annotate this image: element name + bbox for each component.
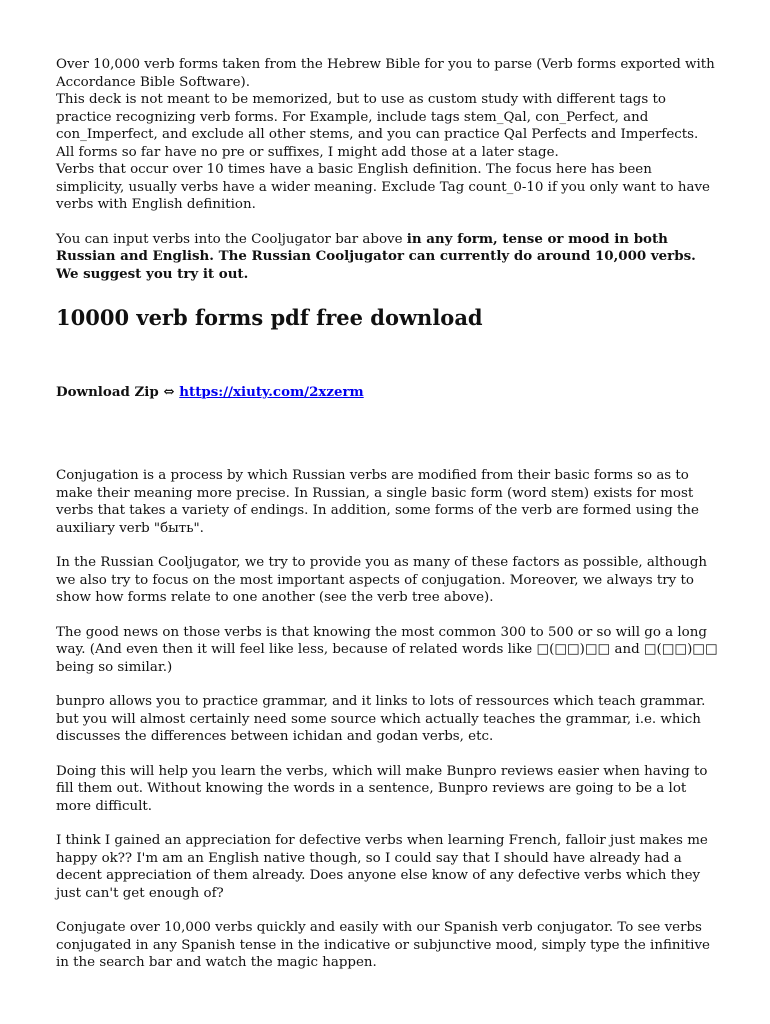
intro-paragraph-1: Over 10,000 verb forms taken from the Hebrew Bible for you to parse (Verb forms exported with Accordance Bible Software). bbox=[56, 57, 715, 90]
body-paragraph-4: bunpro allows you to practice grammar, and it links to lots of ressources which teach grammar. but you will almost certainly need some source which actually teaches the grammar, i.e. which discusses the differences between ichidan and godan verbs, etc. bbox=[56, 694, 706, 744]
intro-paragraph-4-bold: in any form, tense or mood in both Russian and English. The Russian Cooljugator can currently do around 10,000 verbs. We suggest you try it out. bbox=[56, 230, 696, 282]
body-paragraph-7: Conjugate over 10,000 verbs quickly and easily with our Spanish verb conjugator. To see verbs conjugated in any Spanish tense in the indicative or subjunctive mood, simply type the infinitive in the search bar and watch the magic happen. bbox=[56, 920, 710, 970]
body-paragraph-2: In the Russian Cooljugator, we try to provide you as many of these factors as possible, although we also try to focus on the most important aspects of conjugation. Moreover, we always try to show how forms relate to one another (see the verb tree above). bbox=[56, 555, 708, 605]
intro-paragraph-4 bbox=[56, 231, 718, 284]
body-paragraph-3: The good news on those verbs is that knowing the most common 300 to 500 or so will go a long way. (And even then it will feel like less, because of related words like □(□□)□□ and □(□□)□□ being so similar.) bbox=[56, 624, 718, 675]
body-paragraph-5: Doing this will help you learn the verbs, which will make Bunpro reviews easier when having to fill them out. Without knowing the words in a sentence, Bunpro reviews are going to be a lot more difficult. bbox=[56, 763, 708, 814]
download-line bbox=[56, 383, 718, 402]
document-page bbox=[56, 56, 718, 972]
body-paragraph-1: Conjugation is a process by which Russian verbs are modified from their basic forms so as to make their meaning more precise. In Russian, a single basic form (word stem) exists for most verbs that takes a variety of endings. In addition, some forms of the verb are formed using the auxiliary verb "быть". bbox=[56, 468, 699, 536]
body-paragraph-6: I think I gained an appreciation for defective verbs when learning French, falloir just makes me happy ok?? I'm am an English native though, so I could say that I should have already had a decent appreciation of them already. Does anyone else know of any defective verbs which they just can't get enough of? bbox=[56, 833, 708, 901]
intro-paragraph-4-text: You can input verbs into the Cooljugator bar above bbox=[56, 231, 407, 247]
intro-paragraph-2: This deck is not meant to be memorized, but to use as custom study with different tags to practice recognizing verb forms. For Example, include tags stem_Qal, con_Perfect, and con_Imperfect, and exclude all other stems, and you can practice Qal Perfects and Imperfects. All forms so far have no pre or suffixes, I might add those at a later stage. bbox=[56, 92, 699, 160]
intro-paragraph-3: Verbs that occur over 10 times have a basic English definition. The focus here has been simplicity, usually verbs have a wider meaning. Exclude Tag count_0-10 if you only want to have verbs with English definition. bbox=[56, 162, 710, 212]
download-label: Download Zip ⇔ bbox=[56, 384, 180, 400]
page-title: 10000 verb forms pdf free download bbox=[56, 305, 483, 330]
download-link[interactable]: https://xiuty.com/2xzerm bbox=[179, 384, 364, 400]
